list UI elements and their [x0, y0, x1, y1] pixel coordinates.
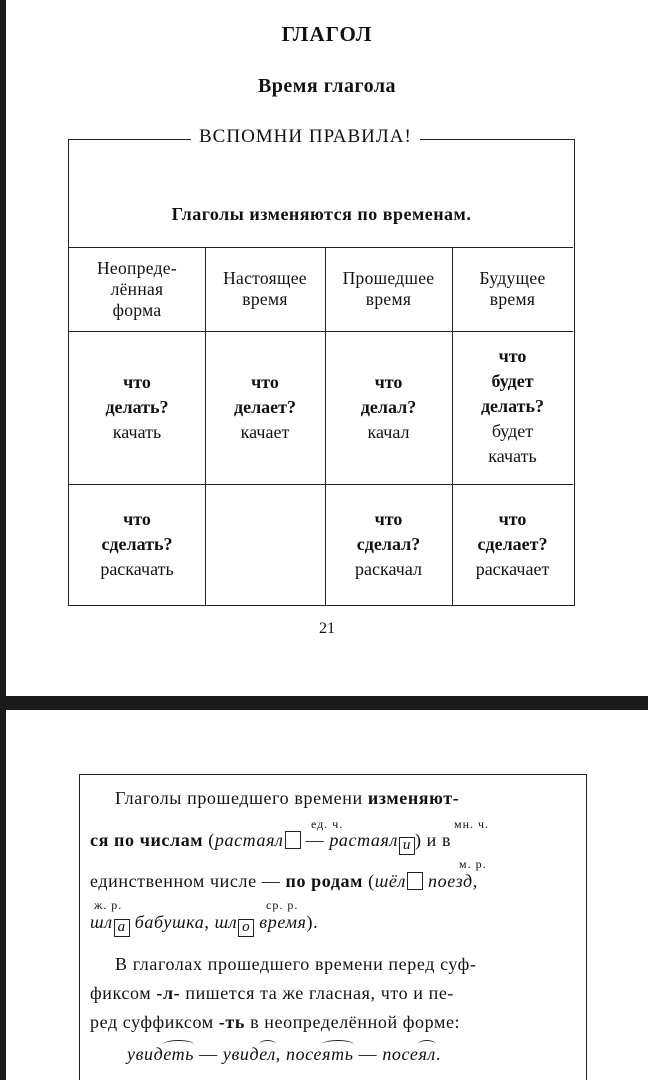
- header-text: Неопреде-: [96, 258, 177, 278]
- rule-text: Глаголы прошедшего времени: [115, 788, 368, 808]
- rule-line: [90, 1012, 460, 1033]
- rule-text: ).: [306, 912, 319, 932]
- rule-text: ,: [275, 1044, 286, 1064]
- example-word: качал: [367, 422, 410, 442]
- example-word: будет: [491, 421, 534, 441]
- example-word: растаял: [214, 830, 284, 850]
- suffix-arc: ять: [322, 1044, 354, 1064]
- rule-line: [90, 830, 451, 855]
- header-text: форма: [112, 300, 162, 320]
- header-past: [325, 268, 452, 310]
- annotation-neuter: ср. р.: [266, 898, 299, 912]
- section-subtitle: Время глагола: [257, 75, 397, 97]
- cell-infinitive-imperfective: [69, 370, 205, 445]
- question-word: что: [374, 509, 403, 529]
- annotation-masculine: м. р.: [459, 857, 487, 871]
- example-word: раскачал: [355, 559, 422, 579]
- rule-line: [90, 983, 454, 1004]
- rule-line: [90, 871, 478, 892]
- question-word: делать?: [105, 397, 169, 417]
- rule-emphasis: ся по числам: [90, 830, 204, 850]
- cell-past-perfective: [325, 507, 452, 582]
- question-word: что: [123, 372, 151, 392]
- ending-box: [407, 872, 423, 890]
- question-word: делает?: [233, 397, 297, 417]
- rule-text: ,: [204, 912, 215, 932]
- rule-line: [115, 788, 459, 809]
- question-word: что: [123, 509, 151, 529]
- textbook-page-21: [6, 0, 648, 696]
- rule-text: —: [353, 1044, 383, 1064]
- page-title: ГЛАГОЛ: [281, 22, 373, 46]
- suffix-arc: еть: [163, 1044, 195, 1064]
- rule-text: .: [435, 1044, 441, 1064]
- rule-text: —: [194, 1044, 223, 1064]
- rule-text: ) и в: [414, 830, 452, 850]
- example-word: увид: [127, 1044, 164, 1064]
- rule-text: ред суффиксом: [90, 1012, 219, 1032]
- header-text: время: [242, 289, 288, 309]
- annotation-singular: ед. ч.: [311, 817, 344, 831]
- example-word: качает: [240, 422, 290, 442]
- example-word: бабушка: [129, 912, 205, 932]
- cell-past-imperfective: [325, 370, 452, 445]
- header-future: [452, 268, 573, 310]
- example-word: шл: [214, 912, 238, 932]
- question-word: сделать?: [101, 534, 173, 554]
- header-infinitive: [69, 258, 205, 321]
- cell-present: [205, 370, 325, 445]
- rule-line: В глаголах прошедшего времени перед суф-: [115, 954, 477, 974]
- annotation-feminine: ж. р.: [94, 898, 123, 912]
- question-word: что: [374, 372, 403, 392]
- example-word: качать: [488, 446, 537, 466]
- cell-future-perfective: [452, 507, 573, 582]
- example-word: растаял: [329, 830, 398, 850]
- header-text: Прошедшее: [342, 268, 435, 288]
- annotation-plural: мн. ч.: [454, 817, 490, 831]
- question-word: делать?: [480, 396, 545, 416]
- question-word: что: [498, 346, 527, 366]
- suffix-arc: ел: [259, 1044, 276, 1064]
- table-divider: [69, 247, 573, 248]
- header-text: время: [365, 289, 412, 309]
- header-present: [205, 268, 325, 310]
- ending-box: [285, 831, 301, 849]
- table-divider: [69, 331, 573, 332]
- rule-line: [90, 912, 318, 937]
- example-word: время: [254, 912, 307, 932]
- header-text: Настоящее: [223, 268, 307, 288]
- example-word: посе: [285, 1044, 323, 1064]
- example-word: поезд,: [422, 871, 478, 891]
- question-word: что: [498, 509, 527, 529]
- example-word: посе: [382, 1044, 419, 1064]
- example-word: шл: [90, 912, 113, 932]
- question-word: будет: [491, 371, 534, 391]
- rule-emphasis: -л-: [156, 983, 181, 1003]
- header-text: время: [489, 289, 536, 309]
- page-number: 21: [319, 620, 335, 637]
- ending-box: о: [238, 919, 254, 937]
- cell-future-imperfective: [452, 344, 573, 469]
- example-word: качать: [112, 422, 162, 442]
- rule-text: пишется та же гласная, что и пе-: [180, 983, 455, 1003]
- rules-label: ВСПОМНИ ПРАВИЛА!: [191, 126, 420, 148]
- cell-infinitive-perfective: [69, 507, 205, 582]
- header-text: лённая: [110, 279, 164, 299]
- example-word: увид: [222, 1044, 260, 1064]
- textbook-page-next: [6, 710, 648, 1080]
- rule-emphasis: изменяют-: [367, 788, 460, 808]
- example-word: раскачать: [100, 559, 174, 579]
- question-word: сделал?: [356, 534, 421, 554]
- rule-intro: Глаголы изменяются по временам.: [171, 204, 472, 224]
- header-text: Будущее: [479, 268, 546, 288]
- rule-text: (: [203, 830, 215, 850]
- rule-emphasis: по родам: [285, 871, 364, 891]
- rule-text: (: [363, 871, 375, 891]
- question-word: сделает?: [477, 534, 548, 554]
- suffix-arc: ял: [418, 1044, 436, 1064]
- rule-text: в неопределённой форме:: [244, 1012, 461, 1032]
- rule-text: единственном числе —: [90, 871, 286, 891]
- ending-box: а: [114, 919, 130, 937]
- ending-box: и: [399, 837, 415, 855]
- example-word: раскачает: [475, 559, 550, 579]
- table-divider: [69, 484, 573, 485]
- question-word: что: [251, 372, 279, 392]
- question-word: делал?: [360, 397, 417, 417]
- example-line: [127, 1044, 441, 1065]
- example-word: шёл: [374, 871, 406, 891]
- rule-text: фиксом: [90, 983, 157, 1003]
- rule-emphasis: -ть: [218, 1012, 245, 1032]
- rule-text: —: [300, 830, 330, 850]
